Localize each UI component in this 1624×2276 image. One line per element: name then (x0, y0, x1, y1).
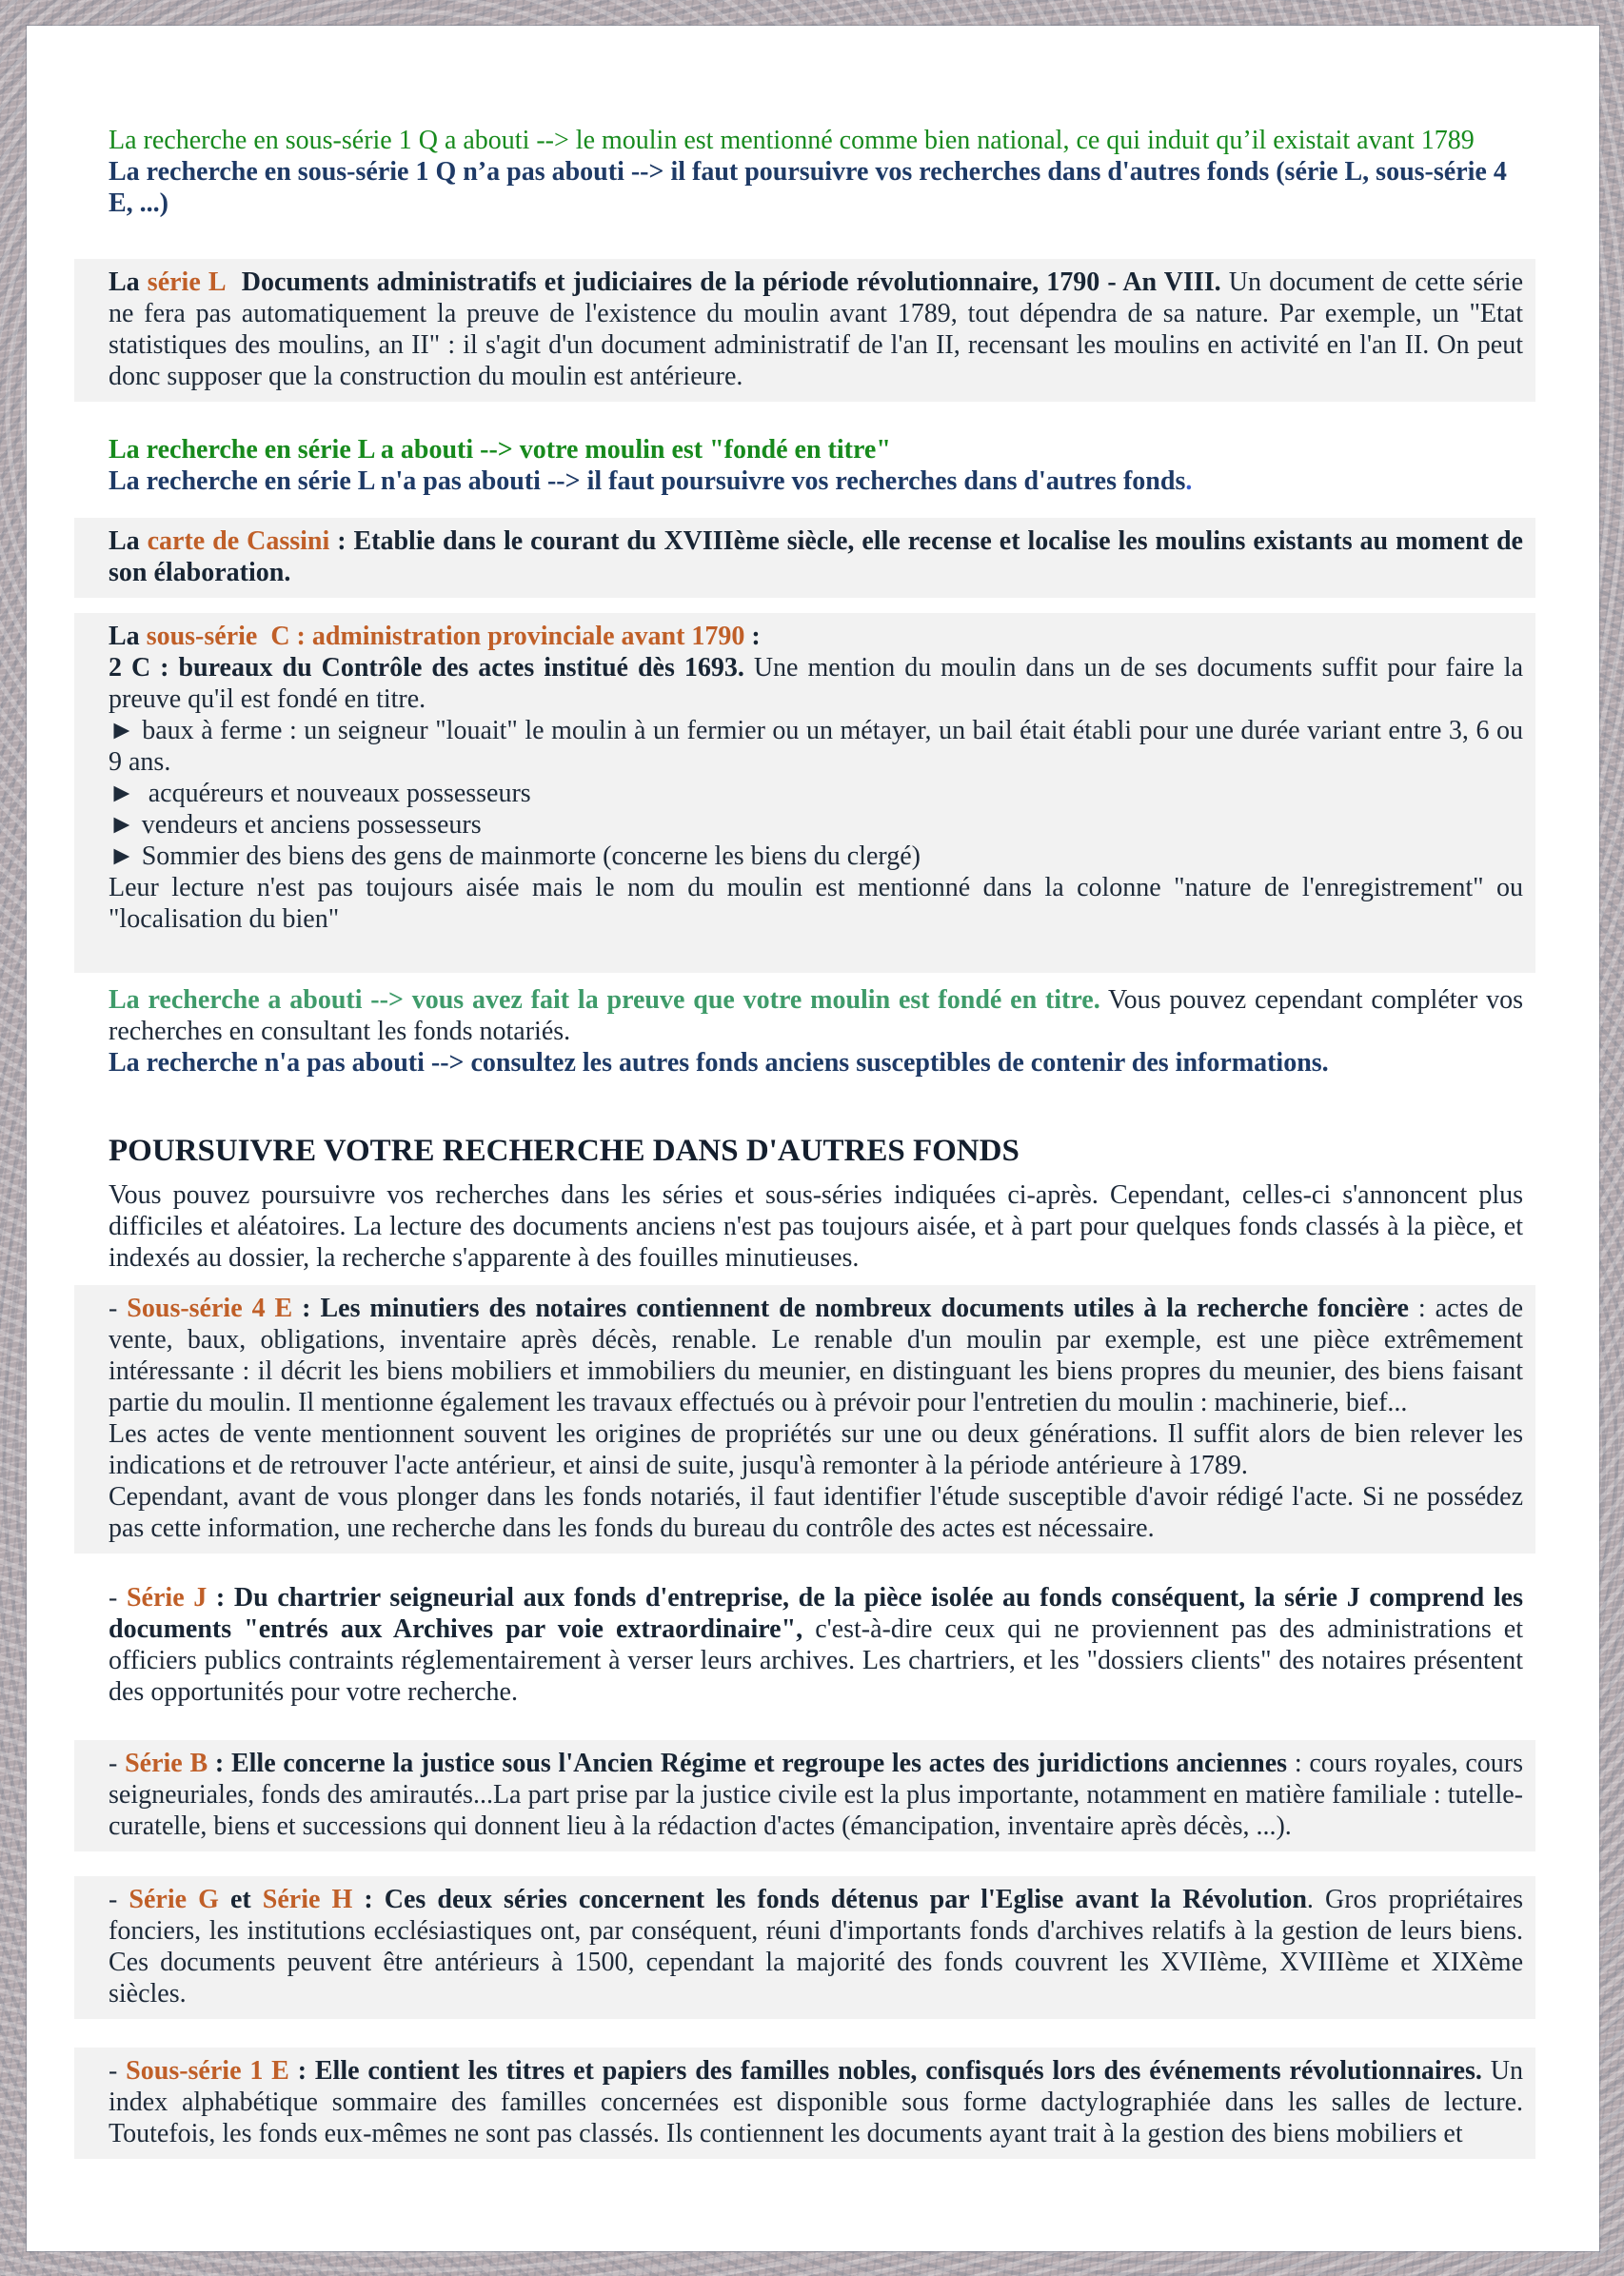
text-serie-l-ko: La recherche en série L n'a pas abouti --> il faut poursuivre vos recherches dans d'autres fonds (109, 466, 1186, 496)
s4e-p2: Les actes de vente mentionnent souvent les origines de propriétés sur une ou deux générations. Il suffit alors de bien relever les indications et de retrouver l'acte antérieur, et ainsi de suite, jusqu'à remonter à la période antérieure à 1789. (109, 1419, 1523, 1480)
text-lecture: Leur lecture n'est pas toujours aisée mais le nom du moulin est mentionné dans la colonne "nature de l'enregistrement" ou "localisation du bien" (109, 873, 1523, 934)
paragraph-intro-autres-fonds (74, 1179, 1535, 1274)
bullet-acquereurs (74, 778, 1535, 809)
s4e-bold: Les minutiers des notaires contiennent de nombreux documents utiles à la recherche foncière (320, 1294, 1409, 1323)
paragraph-serie-j (74, 1582, 1535, 1708)
s1e-name: Sous-série 1 E (126, 2056, 289, 2086)
s1e-bold: Elle contient les titres et papiers des familles nobles, confisqués lors des événements révolutionnaires. (314, 2056, 1482, 2086)
block-serie-l (74, 259, 1535, 402)
sb-bold: Elle concerne la justice sous l'Ancien Régime et regroupe les actes des juridictions anciennes (230, 1749, 1288, 1778)
line-recherche-non-aboutie (74, 1047, 1535, 1079)
cassini-la: La (109, 526, 148, 556)
sj-dash: - (109, 1583, 127, 1613)
sous-serie-c-la: La (109, 622, 147, 651)
cassini-name: carte de Cassini (147, 526, 330, 556)
s1e-dash: - (109, 2056, 127, 2086)
bullet-baux-a-ferme (74, 715, 1535, 778)
line-recherche-aboutie (74, 984, 1535, 1047)
text-recherche-aboutie: La recherche a abouti --> vous avez fait la preuve que votre moulin est fondé en titre. (109, 985, 1100, 1015)
text-2c-bold: 2 C : bureaux du Contrôle des actes institué dès 1693. (109, 653, 744, 683)
sb-rest: : cours royales, cours seigneuriales, fonds des amirautés...La part prise par la justice civile est la plus importante, notamment en matière familiale : tutelle-curatelle, biens et successions qui donnent lieu à la rédaction d'actes (émancipation, inventaire après décès, ...). (109, 1749, 1524, 1841)
sgh-g: Série G (129, 1885, 219, 1914)
s4e-dash: - (109, 1294, 128, 1323)
serie-l-heading: Documents administratifs et judiciaires de la période révolutionnaire, 1790 - An VIII. (226, 267, 1221, 297)
sgh-rest: . Gros propriétaires fonciers, les institutions ecclésiastiques ont, par conséquent, réuni d'importants fonds d'archives relatifs à la gestion de leurs biens. Ces documents peuvent être antérieurs à 1500, cependant la majorité des fonds couvrent les XVIIème, XVIIIème et XIXème siècles. (109, 1885, 1523, 2009)
text-2c-rest: Une mention du moulin dans un de ses documents suffit pour faire la preuve qu'il est fondé en titre. (109, 653, 1523, 714)
line-recherche-1q-ko (74, 156, 1535, 219)
text-sommier: ► Sommier des biens des gens de mainmorte (concerne les biens du clergé) (109, 841, 921, 871)
section-title-poursuivre (74, 1132, 1523, 1170)
s4e-sep: : (292, 1294, 321, 1323)
text-vendeurs: ► vendeurs et anciens possesseurs (109, 810, 482, 840)
text-section-title: POURSUIVRE VOTRE RECHERCHE DANS D'AUTRES FONDS (109, 1134, 1020, 1168)
sb-dash: - (109, 1749, 126, 1778)
serie-l-la: La (109, 267, 148, 297)
sgh-et: et (218, 1885, 263, 1914)
sous-serie-4e-p2 (74, 1418, 1535, 1481)
text-recherche-non-aboutie: La recherche n'a pas abouti --> consultez les autres fonds anciens susceptibles de contenir des informations. (109, 1048, 1329, 1078)
sb-name: Série B (125, 1749, 208, 1778)
sb-sep: : (208, 1749, 231, 1778)
block-carte-cassini (74, 518, 1535, 598)
block-sous-serie-4e (74, 1285, 1535, 1554)
text-recherche-1q-ok: La recherche en sous-série 1 Q a abouti --> le moulin est mentionné comme bien national, ce qui induit qu’il existait avant 1789 (109, 126, 1475, 155)
sgh-dash: - (109, 1885, 129, 1914)
line-serie-l-ko (74, 465, 1535, 497)
block-sous-serie-1e (74, 2048, 1535, 2159)
cassini-body: : Etablie dans le courant du XVIIIème siècle, elle recense et localise les moulins existants au moment de son élaboration. (109, 526, 1523, 587)
text-serie-l-ok: La recherche en série L a abouti --> votre moulin est "fondé en titre" (109, 435, 891, 465)
s1e-rest: Un index alphabétique sommaire des familles concernées est disponible sous forme dactylographiée dans les salles de lecture. Toutefois, les fonds eux-mêmes ne sont pas classés. Ils contiennent les documents ayant trait à la gestion des biens mobiliers et (109, 2056, 1523, 2148)
sj-bold: Du chartrier seigneurial aux fonds d'entreprise, de la pièce isolée au fonds conséquent, la série J comprend les documents "entrés aux Archives par voie extraordinaire", (109, 1583, 1523, 1644)
serie-l-name: série L (147, 267, 227, 297)
block-serie-b (74, 1740, 1535, 1851)
line-recherche-1q-ok (74, 125, 1535, 156)
line-serie-l-ok (74, 434, 1535, 465)
sous-serie-4e-p1 (74, 1293, 1535, 1418)
sous-serie-c-2c (74, 652, 1535, 715)
sous-serie-c-name: sous-série C : administration provinciale avant 1790 (146, 622, 745, 651)
sgh-bold: Ces deux séries concernent les fonds détenus par l'Eglise avant la Révolution (384, 1885, 1307, 1914)
bullet-sommier (74, 841, 1535, 872)
serie-l-body: Un document de cette série ne fera pas automatiquement la preuve de l'existence du moulin avant 1789, tout dépendra de sa nature. Par exemple, un "Etat statistiques des moulins, an II" : il s'agit d'un document administratif de l'an II, recensant les moulins en activité en l'an II. On peut donc supposer que la construction du moulin est antérieure. (109, 267, 1524, 391)
sj-rest: c'est-à-dire ceux qui ne proviennent pas des administrations et officiers publics contraints réglementairement à verser leurs archives. Les chartriers, et les "dossiers clients" des notaires présentent des opportunités pour votre recherche. (109, 1614, 1523, 1707)
bullet-vendeurs (74, 809, 1535, 841)
s1e-sep: : (288, 2056, 315, 2086)
sgh-sep: : (352, 1885, 385, 1914)
sous-serie-c-title (74, 621, 1535, 652)
block-sous-serie-c (74, 613, 1535, 973)
document-page (27, 26, 1599, 2251)
sous-serie-c-lecture (74, 872, 1535, 935)
text-recherche-aboutie-rest: Vous pouvez cependant compléter vos recherches en consultant les fonds notariés. (109, 985, 1523, 1046)
text-serie-l-ko-dot: . (1185, 466, 1193, 496)
block-serie-g-h (74, 1876, 1535, 2019)
sj-name: Série J (126, 1583, 208, 1613)
sgh-h: Série H (262, 1885, 353, 1914)
s4e-p3: Cependant, avant de vous plonger dans les fonds notariés, il faut identifier l'étude susceptible d'avoir rédigé l'acte. Si ne possédez pas cette information, une recherche dans les fonds du bureau du contrôle des actes est nécessaire. (109, 1482, 1523, 1543)
s4e-rest: : actes de vente, baux, obligations, inventaire après décès, renable. Le renable d'un moulin par exemple, est une pièce extrêmement intéressante : il décrit les biens mobiliers et immobiliers du meunier, en distinguant les biens propres du meunier, des biens faisant partie du moulin. Il mentionne également les travaux effectués ou à prévoir pour l'entretien du moulin : machinerie, bief... (109, 1294, 1524, 1417)
text-acquereurs: ► acquéreurs et nouveaux possesseurs (109, 779, 531, 808)
sous-serie-c-colon: : (744, 622, 761, 651)
text-intro-autres-fonds: Vous pouvez poursuivre vos recherches dans les séries et sous-séries indiquées ci-après. Cependant, celles-ci s'annoncent plus difficiles et aléatoires. La lecture des documents anciens n'est pas toujours aisée, et à part pour quelques fonds classés à la pièce, et indexés au dossier, la recherche s'apparente à des fouilles minutieuses. (109, 1180, 1523, 1273)
text-baux: ► baux à ferme : un seigneur "louait" le moulin à un fermier ou un métayer, un bail était établi pour une durée variant entre 3, 6 ou 9 ans. (109, 716, 1523, 777)
sj-sep: : (207, 1583, 234, 1613)
document-content (74, 26, 1535, 2159)
s4e-name: Sous-série 4 E (127, 1294, 293, 1323)
text-recherche-1q-ko: La recherche en sous-série 1 Q n’a pas abouti --> il faut poursuivre vos recherches dans d'autres fonds (série L, sous-série 4 E, ...) (109, 157, 1507, 218)
sous-serie-4e-p3 (74, 1481, 1535, 1544)
